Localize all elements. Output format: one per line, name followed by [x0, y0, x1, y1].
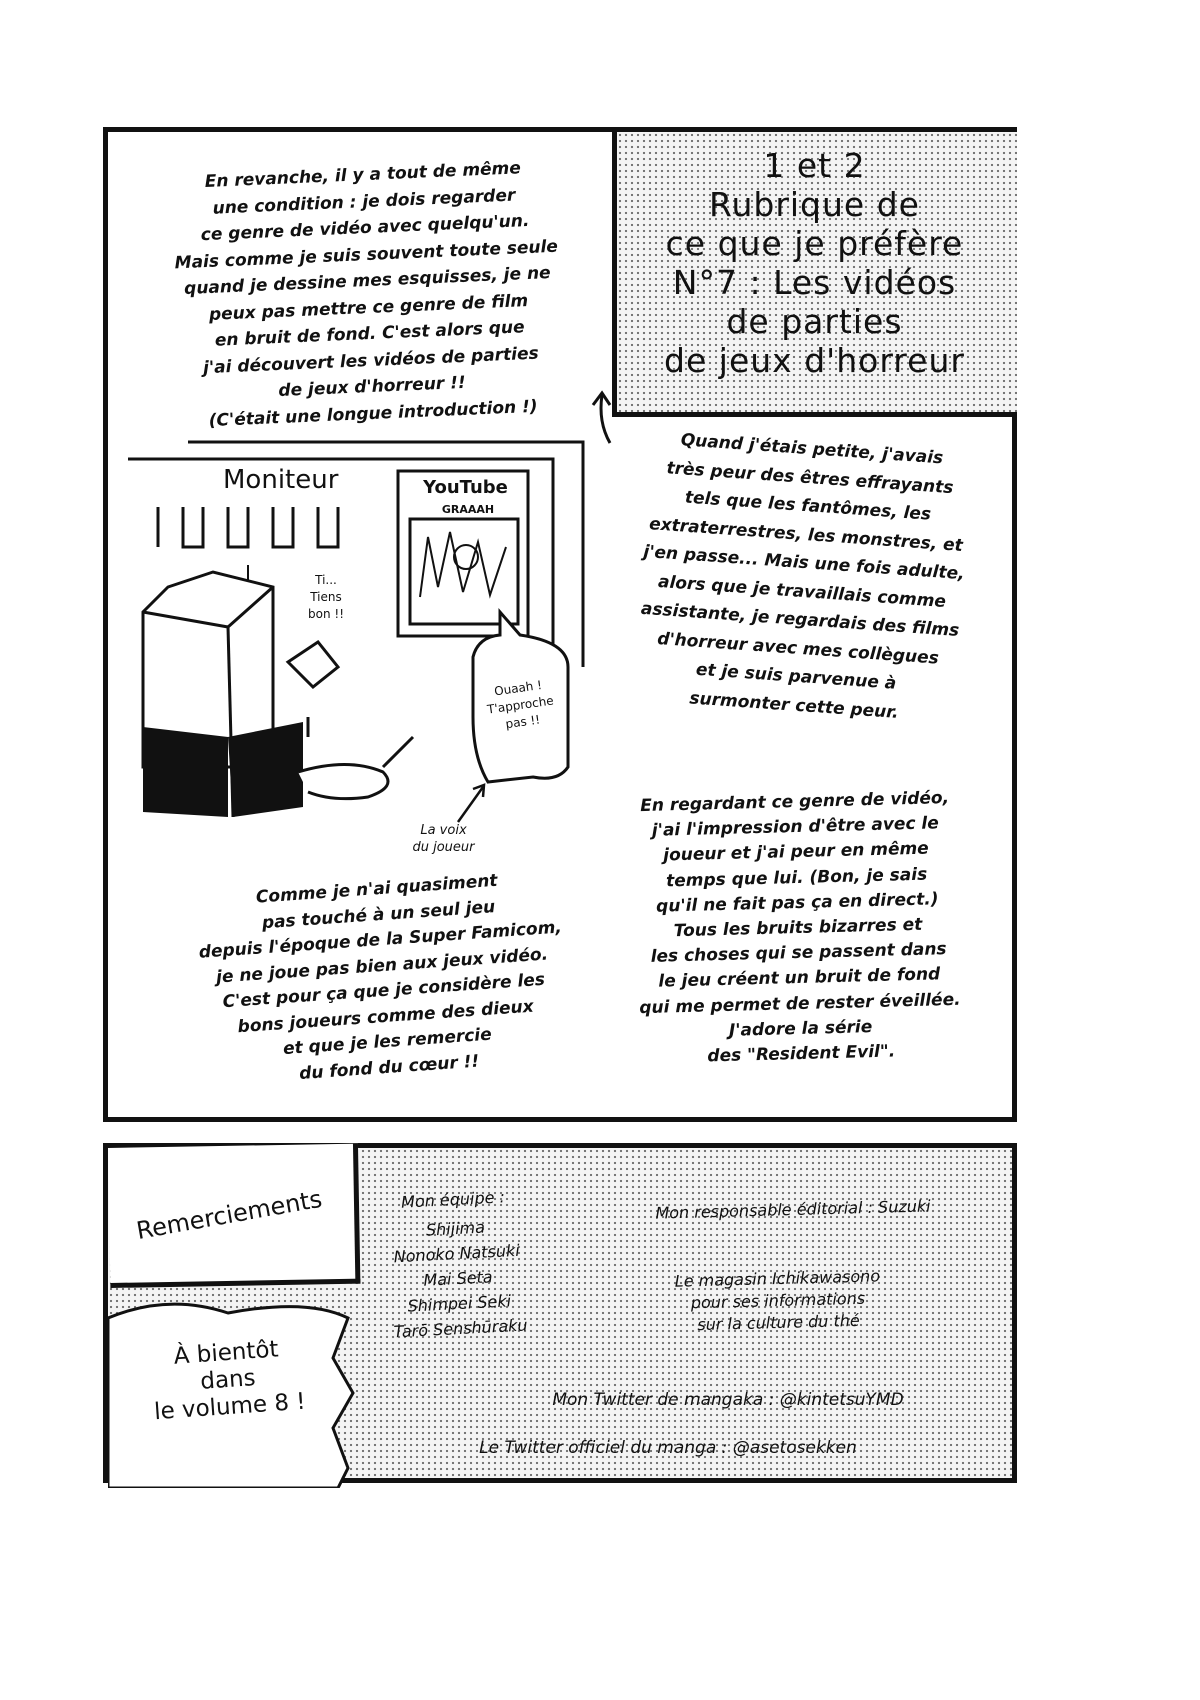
- gamer-text: Comme je n'ai quasiment pas touché à un seul jeu depuis l'époque de la Super Famicom, je ne joue pas bien aux jeux vidéo. C'est pour ça que je considère les bons joueurs comme des dieux et que je les remercie du fond du cœur !!: [198, 870, 563, 1084]
- shop-credit: Le magasin Ichikawasono pour ses informations sur la culture du thé: [674, 1266, 881, 1335]
- illustration: [128, 437, 588, 857]
- team-member: Tarō Senshūraku: [393, 1315, 528, 1342]
- see-you-text: À bientôt dans le volume 8 !: [153, 1336, 307, 1426]
- team-member: Nonoko Natsuki: [393, 1240, 521, 1267]
- monitor-frame: [128, 437, 588, 857]
- team-list: [355, 1211, 561, 1346]
- youtube-logo: YouTube: [423, 477, 508, 498]
- screen-shout: GRAAAH: [441, 503, 495, 516]
- player-speech: Ouaah ! T'approche pas !!: [486, 677, 555, 732]
- team-member: Mai Seta: [422, 1267, 494, 1290]
- player-voice-caption: La voix du joueur: [412, 823, 475, 855]
- monitor-label: Moniteur: [223, 465, 339, 495]
- thanks-heading-box: [108, 1144, 360, 1288]
- editor-credit: Mon responsable éditorial : Suzuki: [655, 1196, 931, 1223]
- title-box: [612, 132, 1017, 417]
- childhood-text: Quand j'étais petite, j'avais très peur des êtres effrayants tels que les fantômes, les extraterrestres, les monstres, et j'en passe... Mais une fois adulte, alors que je travaillais comme assistante, je regardais des films d'horreur avec mes collègues et je suis parvenue à surmonter cette peur.: [640, 430, 966, 723]
- team-label: Mon équipe :: [400, 1187, 506, 1212]
- twitter-manga: Le Twitter officiel du manga : @asetosekken: [479, 1438, 857, 1458]
- team-member: Shimpei Seki: [407, 1291, 512, 1316]
- thanks-panel: [103, 1143, 1017, 1483]
- thanks-heading: Remerciements: [134, 1184, 325, 1245]
- section-title: 1 et 2 Rubrique de ce que je préfère N°7 : Les vidéos de parties de jeux d'horreur: [664, 146, 965, 380]
- character-speech: Ti... Tiens bon !!: [308, 573, 344, 621]
- video-text: En regardant ce genre de vidéo, j'ai l'impression d'être avec le joueur et j'ai peur en même temps que lui. (Bon, je sais qu'il ne fait pas ça en direct.) Tous les bruits bizarres et les choses qui se passent dans le jeu créent un bruit de fond qui me permet de rester éveillée. J'adore la série des "Resident Evil".: [639, 788, 961, 1067]
- main-panel: [103, 127, 1017, 1122]
- intro-text: En revanche, il y a tout de même une condition : je dois regarder ce genre de vidéo avec quelqu'un. Mais comme je suis souvent toute seule quand je dessine mes esquisses, je ne peux pas mettre ce genre de film en bruit de fond. C'est alors que j'ai découvert les vidéos de parties de jeux d'horreur !! (C'était une longue introduction !): [174, 158, 559, 431]
- twitter-author: Mon Twitter de mangaka : @kintetsuYMD: [552, 1390, 904, 1410]
- team-member: Shijima: [425, 1217, 486, 1240]
